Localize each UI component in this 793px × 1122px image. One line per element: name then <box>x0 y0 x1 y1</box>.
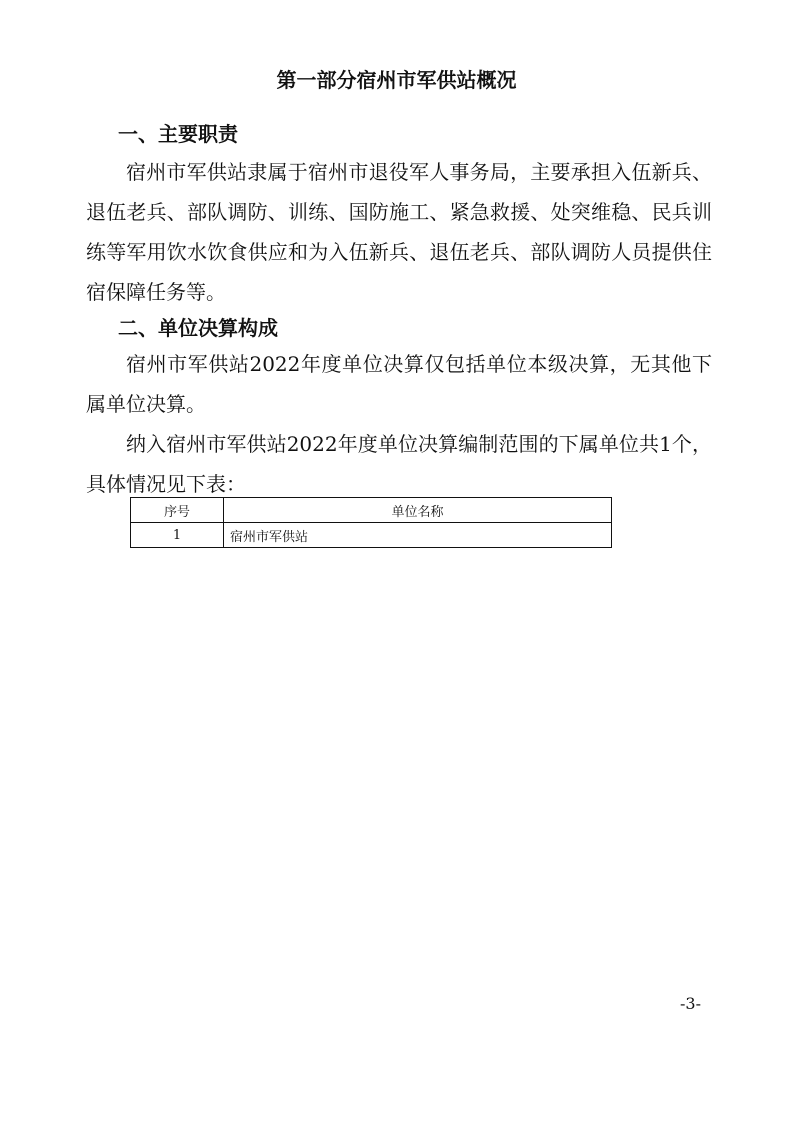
composition-paragraph: 宿州市军供站2022年度单位决算仅包括单位本级决算，无其他下属单位决算。 <box>86 352 712 416</box>
page-number: -3- <box>680 994 701 1013</box>
duties-paragraph: 宿州市军供站隶属于宿州市退役军人事务局，主要承担入伍新兵、退伍老兵、部队调防、训练、国防施工、紧急救援、处突维稳、民兵训练等军用饮水饮食供应和为入伍新兵、退伍老兵、部队调防人员提供住宿保障任务等。 <box>86 160 712 304</box>
unit-table <box>130 497 612 548</box>
section-heading-duties: 一、主要职责 <box>118 122 238 146</box>
page-title: 第一部分宿州市军供站概况 <box>276 68 517 92</box>
header-unit-name: 单位名称 <box>224 498 612 523</box>
header-serial-number: 序号 <box>131 498 224 523</box>
table-header-row <box>131 498 612 523</box>
cell-unit-name: 宿州市军供站 <box>224 523 612 548</box>
scope-paragraph: 纳入宿州市军供站2022年度单位决算编制范围的下属单位共1个，具体情况见下表： <box>86 432 712 496</box>
table-row <box>131 523 612 548</box>
section-heading-composition: 二、单位决算构成 <box>118 316 278 340</box>
cell-serial-number: 1 <box>131 523 224 548</box>
